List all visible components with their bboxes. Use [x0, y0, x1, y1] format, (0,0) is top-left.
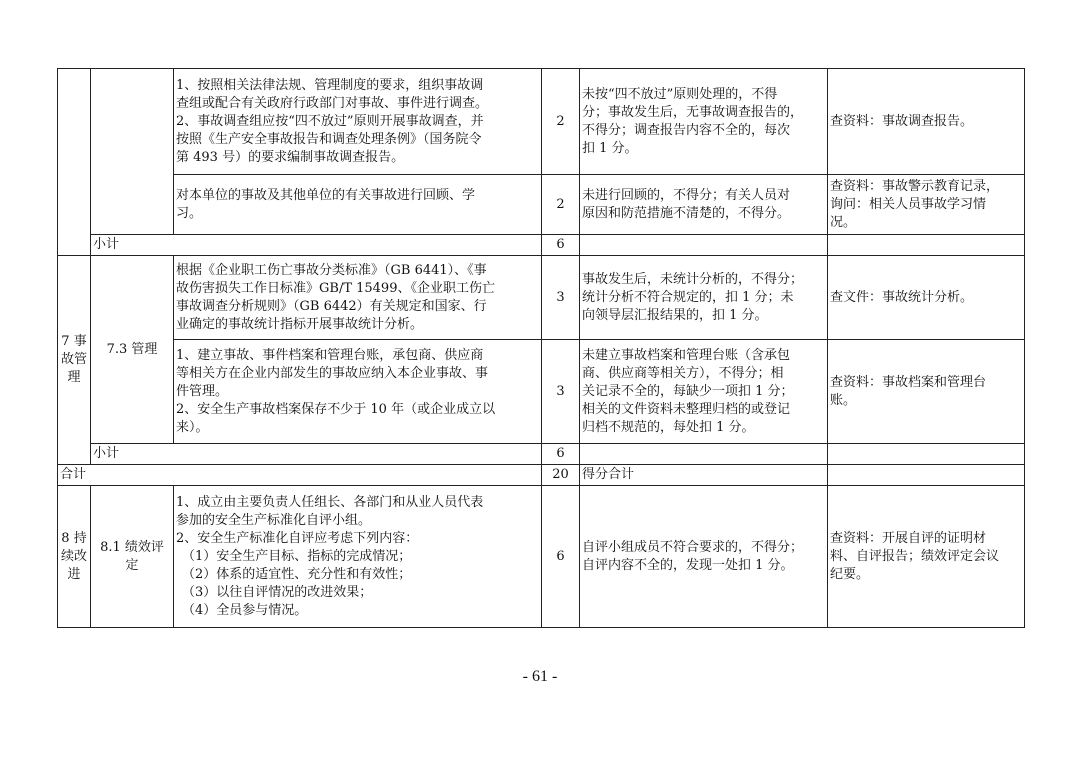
- method-cell: 查资料：开展自评的证明材 料、自评报告；绩效评定会议 纪要。: [828, 486, 1025, 628]
- subtotal-label: 小计: [91, 444, 542, 465]
- criteria-cell: 未建立事故档案和管理台账（含承包 商、供应商等相关方），不得分；相 关记录不全的，每缺少一项扣 1 分； 相关的文件资料未整理归档的或登记 归档不规范的，每处扣 1 分。: [580, 340, 828, 444]
- method-cell: 查资料：事故警示教育记录， 询问：相关人员事故学习情 况。: [828, 175, 1025, 235]
- criteria-cell: 未按“四不放过”原则处理的，不得 分；事故发生后，无事故调查报告的， 不得分；调查报告内容不全的，每次 扣 1 分。: [580, 69, 828, 175]
- criteria-cell: 未进行回顾的，不得分；有关人员对 原因和防范措施不清楚的，不得分。: [580, 175, 828, 235]
- subtotal-score: 6: [542, 444, 580, 465]
- content-cell: 1、建立事故、事件档案和管理台账，承包商、供应商 等相关方在企业内部发生的事故应纳入本企业事故、事 件管理。 2、安全生产事故档案保存不少于 10 年（或企业成立以 来）。: [174, 340, 542, 444]
- element-cell: 7 事 故管 理: [58, 256, 91, 465]
- score-cell: 3: [542, 340, 580, 444]
- content-cell: 1、成立由主要负责人任组长、各部门和从业人员代表 参加的安全生产标准化自评小组。 2、安全生产标准化自评应考虑下列内容： （1）安全生产目标、指标的完成情况； （2）体系的适宜性、充分性和有效性； （3）以往自评情况的改进效果； （4）全员参与情况。: [174, 486, 542, 628]
- table-row: [58, 256, 1025, 340]
- table-row: [58, 69, 1025, 175]
- score-cell: 2: [542, 175, 580, 235]
- content-cell: 对本单位的事故及其他单位的有关事故进行回顾、学 习。: [174, 175, 542, 235]
- subtotal-score: 6: [542, 235, 580, 256]
- empty-cell: [580, 235, 828, 256]
- table-row: [58, 175, 1025, 235]
- element-cell-blank: [58, 69, 91, 256]
- total-score: 20: [542, 465, 580, 486]
- score-total-label: 得分合计: [580, 465, 828, 486]
- content-cell: 1、按照相关法律法规、管理制度的要求，组织事故调 查组或配合有关政府行政部门对事故、事件进行调查。 2、事故调查组应按“四不放过”原则开展事故调查，并 按照《生产安全事故报告和调查处理条例》（国务院令 第 493 号）的要求编制事故调查报告。: [174, 69, 542, 175]
- subtotal-label: 小计: [91, 235, 542, 256]
- table-row: [58, 340, 1025, 444]
- total-label: 合计: [58, 465, 542, 486]
- criteria-cell: 自评小组成员不符合要求的，不得分； 自评内容不全的，发现一处扣 1 分。: [580, 486, 828, 628]
- empty-cell: [580, 444, 828, 465]
- item-cell: 8.1 绩效评 定: [91, 486, 174, 628]
- content-cell: 根据《企业职工伤亡事故分类标准》（GB 6441）、《事 故伤害损失工作日标准》GB/T 15499、《企业职工伤亡 事故调查分析规则》（GB 6442）有关规定和国家、行 业确定的事故统计指标开展事故统计分析。: [174, 256, 542, 340]
- empty-cell: [828, 235, 1025, 256]
- score-cell: 2: [542, 69, 580, 175]
- criteria-cell: 事故发生后，未统计分析的，不得分； 统计分析不符合规定的，扣 1 分；未 向领导层汇报结果的，扣 1 分。: [580, 256, 828, 340]
- method-cell: 查文件：事故统计分析。: [828, 256, 1025, 340]
- table-row: [58, 486, 1025, 628]
- method-cell: 查资料：事故调查报告。: [828, 69, 1025, 175]
- method-cell: 查资料：事故档案和管理台 账。: [828, 340, 1025, 444]
- item-cell-blank: [91, 69, 174, 235]
- empty-cell: [828, 465, 1025, 486]
- element-cell: 8 持 续改 进: [58, 486, 91, 628]
- item-cell: 7.3 管理: [91, 256, 174, 444]
- standard-table: [57, 68, 1025, 628]
- empty-cell: [828, 444, 1025, 465]
- subtotal-row: [58, 444, 1025, 465]
- subtotal-row: [58, 235, 1025, 256]
- page-number: - 61 -: [522, 668, 558, 685]
- score-cell: 6: [542, 486, 580, 628]
- score-cell: 3: [542, 256, 580, 340]
- total-row: [58, 465, 1025, 486]
